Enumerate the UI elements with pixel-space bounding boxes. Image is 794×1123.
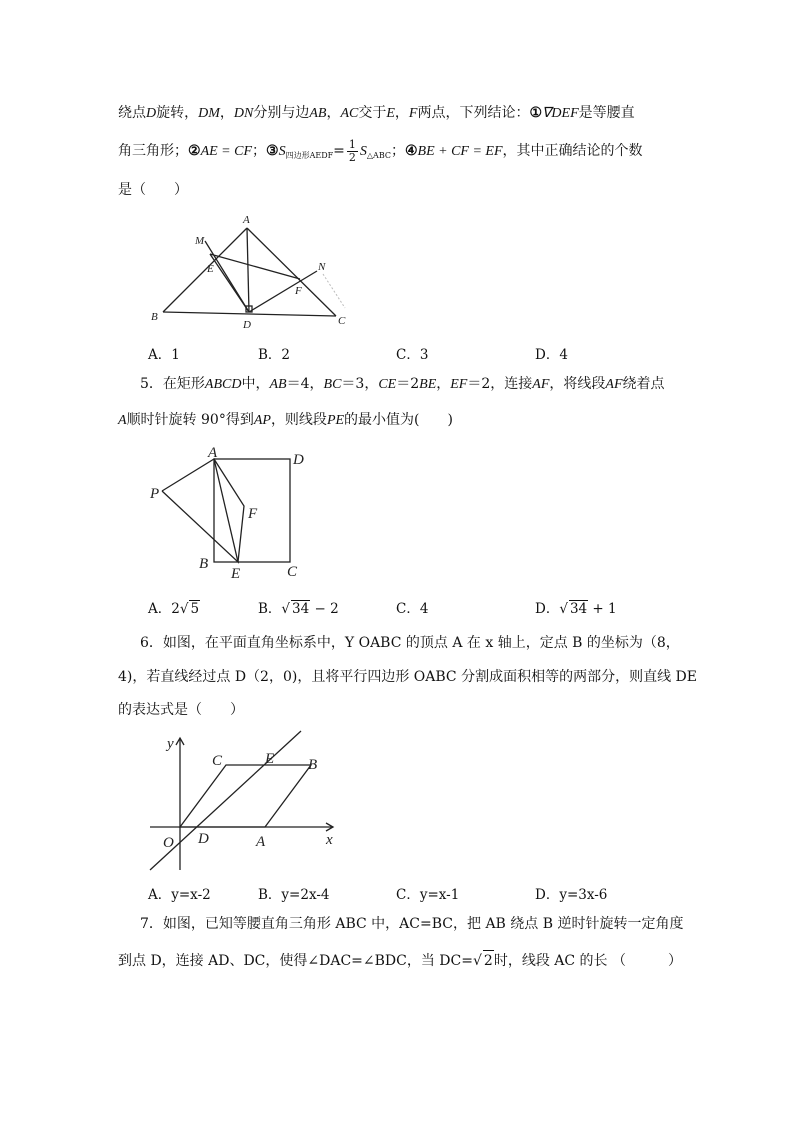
q6-line-3: 的表达式是（ ）	[118, 702, 244, 718]
q5-label-F: F	[248, 506, 258, 522]
q6-label-C: C	[212, 753, 223, 769]
q5-label-C: C	[287, 564, 298, 580]
q4-option-c[interactable]: C．3	[396, 347, 429, 363]
q5-line-2: A顺时针旋转 90°得到AP，则线段PE的最小值为( )	[118, 412, 453, 428]
q4-line-3: 是（ ）	[118, 182, 188, 198]
q4-option-b[interactable]: B．2	[258, 347, 291, 363]
q5-label-P: P	[150, 486, 160, 502]
q5-label-B: B	[199, 556, 209, 572]
q5-option-a[interactable]: A．2√ 5	[148, 601, 200, 617]
q6-label-A: A	[256, 834, 266, 850]
q4-line-1: 绕点D旋转，DM，DN分别与边AB，AC交于E，F两点，下列结论：①∇DEF是等腰直	[118, 105, 635, 121]
q4-label-M: M	[195, 235, 205, 247]
q5-label-E: E	[231, 566, 241, 582]
q6-option-a[interactable]: A．y=x-2	[148, 887, 211, 903]
q6-label-O: O	[163, 835, 174, 851]
q6-figure	[145, 730, 345, 875]
q7-line-2: 到点 D，连接 AD、DC，使得∠DAC=∠BDC，当 DC=√ 2时，线段 AC 的长 （ ）	[118, 950, 682, 971]
q6-label-D: D	[198, 831, 209, 847]
q6-option-c[interactable]: C．y=x-1	[396, 887, 460, 903]
q6-label-y: y	[167, 736, 174, 752]
q4-label-E: E	[207, 263, 214, 275]
q4-line-2: 角三角形；②AE = CF；$③S_{四边形AEDF}=$ $\frac{1}{2}$ $S_{\triangle ABC}$；④BE + CF = EF，其中正确结论的个数	[118, 137, 643, 164]
q6-option-b[interactable]: B．y=2x-4	[258, 887, 330, 903]
q4-label-A: A	[243, 214, 250, 226]
q6-label-E: E	[265, 751, 275, 767]
q4-label-D: D	[243, 319, 251, 331]
q5-label-D: D	[293, 452, 304, 468]
q6-label-B: B	[308, 757, 318, 773]
q6-option-d[interactable]: D．y=3x-6	[535, 887, 608, 903]
q5-line-1: 5．在矩形ABCD中，AB＝4，BC＝3，CE＝2BE，EF＝2，连接AF，将线段AF绕着点	[140, 376, 665, 392]
q4-figure	[140, 208, 360, 333]
q5-option-d[interactable]: D．√ 34 + 1	[535, 601, 617, 617]
q7-line-1: 7．如图，已知等腰直角三角形 ABC 中，AC=BC，把 AB 绕点 B 逆时针旋转一定角度	[140, 916, 684, 932]
q6-label-x: x	[326, 832, 333, 848]
q5-option-b[interactable]: B．√ 34 − 2	[258, 601, 339, 617]
q4-option-a[interactable]: A．1	[148, 347, 180, 363]
q6-line-1: 6．如图，在平面直角坐标系中，Y OABC 的顶点 A 在 x 轴上，定点 B 的坐标为（8，	[140, 635, 680, 651]
q5-label-A: A	[208, 445, 218, 461]
q5-option-c[interactable]: C．4	[396, 601, 429, 617]
q6-line-2: 4)，若直线经过点 D（2，0)，且将平行四边形 OABC 分割成面积相等的两部分，则直线 DE	[118, 669, 697, 685]
q4-label-C: C	[338, 315, 346, 327]
q4-label-F: F	[295, 285, 302, 297]
fraction-one-half: $\frac{1}{2}$	[348, 137, 356, 164]
q4-option-d[interactable]: D．4	[535, 347, 568, 363]
q4-label-B: B	[151, 311, 158, 323]
q5-figure	[145, 442, 315, 582]
q4-label-N: N	[318, 261, 326, 273]
